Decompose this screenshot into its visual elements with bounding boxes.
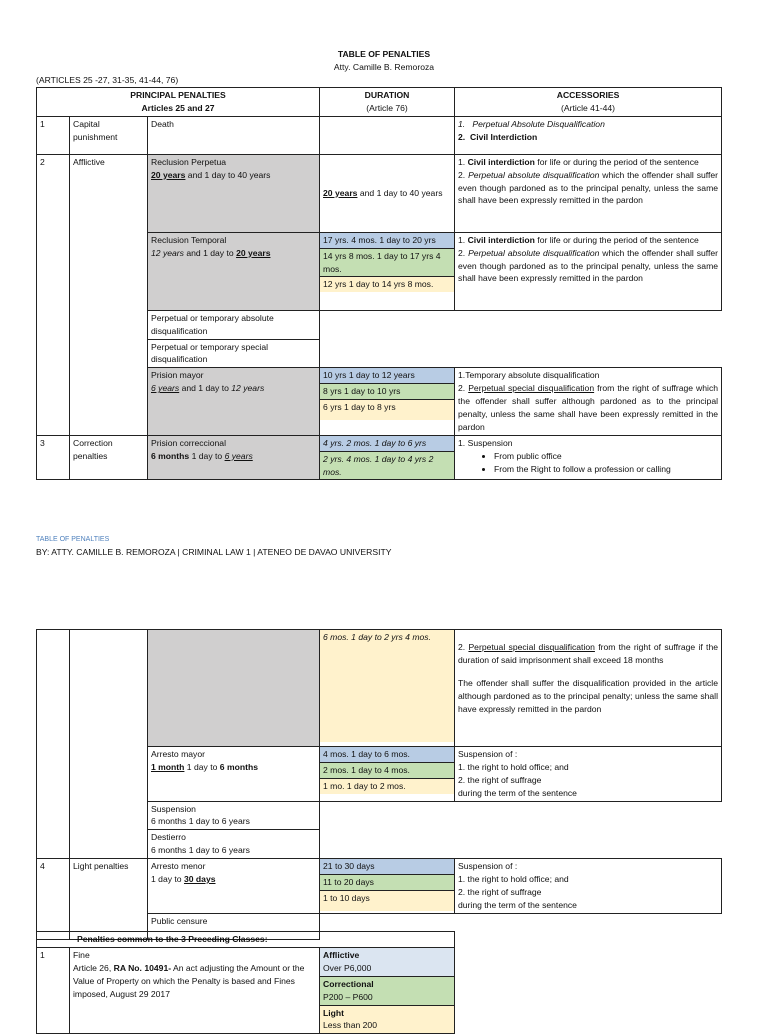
- duration-cell: [320, 859, 455, 914]
- duration-maximum: 4 mos. 1 day to 6 mos.: [320, 747, 454, 762]
- penalty-cell: Arresto menor 1 day to 30 days: [148, 859, 320, 914]
- accessories-cell: 1. Civil interdiction for life or during the period of the sentence 2. Perpetual absolute disqualification which the offender shall suffer even though pardoned as to the principal penalty, unless the same shall have been expressly remitted in the pardon: [455, 232, 722, 310]
- row-number: [37, 630, 70, 859]
- category-cell: Afflictive: [70, 154, 148, 435]
- duration-maximum: 17 yrs. 4 mos. 1 day to 20 yrs: [320, 233, 454, 248]
- common-penalties-table: [36, 931, 455, 1034]
- fine-light: Light Less than 200: [320, 1005, 454, 1034]
- doc-title: TABLE OF PENALTIES: [337, 49, 431, 59]
- table-row-prision-correccional-cont: [37, 630, 722, 747]
- duration-cell: [320, 435, 455, 480]
- duration-minimum: 6 mos. 1 day to 2 yrs 4 mos.: [320, 630, 454, 742]
- table-row-capital: [37, 116, 722, 154]
- penalties-table-page2: [36, 629, 722, 940]
- duration-header: DURATION (Article 76): [320, 88, 455, 117]
- accessories-header: ACCESSORIES (Article 41-44): [455, 88, 722, 117]
- common-header: Penalties common to the 3 Preceding Classes:: [37, 932, 455, 948]
- empty-cell: [320, 310, 722, 368]
- duration-cell: [320, 747, 455, 802]
- penalty-cell: [148, 630, 320, 747]
- duration-medium: 14 yrs 8 mos. 1 day to 17 yrs 4 mos.: [320, 248, 454, 277]
- accessories-cell: 1.Temporary absolute disqualification 2. Perpetual special disqualification from the right of suffrage which the offender shall suffer although pardoned as to the principal penalty, unless the same shall have been expressly remitted in the pardon: [455, 368, 722, 435]
- row-number: 4: [37, 859, 70, 940]
- category-cell: [70, 630, 148, 859]
- duration-medium: 11 to 20 days: [320, 874, 454, 890]
- suspension-list: [458, 450, 718, 476]
- duration-cell: [320, 630, 455, 747]
- duration-medium: 2 mos. 1 day to 4 mos.: [320, 762, 454, 778]
- accessories-cell: 1. Perpetual Absolute Disqualification 2. Civil Interdiction: [455, 116, 722, 154]
- table-header-row: [37, 88, 722, 117]
- penalty-cell: Reclusion Perpetua 20 years and 1 day to 40 years: [148, 154, 320, 232]
- duration-maximum: 4 yrs. 2 mos. 1 day to 6 yrs: [320, 436, 454, 451]
- duration-cell: [320, 232, 455, 310]
- list-item: • From the Right to follow a profession or calling: [494, 463, 718, 476]
- duration-medium: 8 yrs 1 day to 10 yrs: [320, 383, 454, 399]
- fine-amounts-cell: [320, 948, 455, 1034]
- duration-minimum: 6 yrs 1 day to 8 yrs: [320, 399, 454, 420]
- row-number: 1: [37, 948, 70, 1034]
- penalty-cell: Public censure: [148, 913, 320, 939]
- penalty-cell: Prision mayor 6 years and 1 day to 12 years: [148, 368, 320, 435]
- penalty-cell: Reclusion Temporal 12 years and 1 day to 20 years: [148, 232, 320, 310]
- principal-header: PRINCIPAL PENALTIES Articles 25 and 27: [37, 88, 320, 117]
- penalties-table-page1: [36, 87, 722, 480]
- table-row-prision-correccional: [37, 435, 722, 480]
- duration-cell: 20 years and 1 day to 40 years: [320, 154, 455, 232]
- table-row-arresto-menor: [37, 859, 722, 914]
- accessories-cell: 1. Civil interdiction for life or during the period of the sentence 2. Perpetual absolute disqualification which the offender shall suffer even though pardoned as to the principal penalty, unless the same shall have been expressly remitted in the pardon: [455, 154, 722, 232]
- common-header-row: [37, 932, 455, 948]
- penalty-cell: Perpetual or temporary absolute disqualification: [148, 310, 320, 339]
- footer-label: TABLE OF PENALTIES: [36, 536, 110, 543]
- duration-minimum: 1 to 10 days: [320, 890, 454, 911]
- row-number: 2: [37, 154, 70, 435]
- category-cell: Capital punishment: [70, 116, 148, 154]
- duration-cell: [320, 116, 455, 154]
- duration-maximum: 10 yrs 1 day to 12 years: [320, 368, 454, 383]
- duration-minimum: 12 yrs 1 day to 14 yrs 8 mos.: [320, 276, 454, 292]
- penalty-cell: Arresto mayor 1 month 1 day to 6 months: [148, 747, 320, 802]
- row-number: 1: [37, 116, 70, 154]
- table-row-reclusion-perpetua: [37, 154, 722, 232]
- duration-maximum: 21 to 30 days: [320, 859, 454, 874]
- accessories-cell: Suspension of : 1. the right to hold office; and 2. the right of suffrage during the term of the sentence: [455, 747, 722, 802]
- penalty-cell: Death: [148, 116, 320, 154]
- accessories-cell: Suspension of : 1. the right to hold office; and 2. the right of suffrage during the term of the sentence: [455, 859, 722, 914]
- accessories-cell: 2. Perpetual special disqualification from the right of suffrage if the duration of said imprisonment shall exceed 18 months The offender shall suffer the disqualification provided in the article although pardoned as to the principal penalty; unless the same shall have expressly remitted in the pardon: [455, 630, 722, 747]
- fine-correctional: Correctional P200 – P600: [320, 976, 454, 1005]
- penalty-cell: Destierro 6 months 1 day to 6 years: [148, 830, 320, 859]
- table-row-fine: [37, 948, 455, 1034]
- penalty-cell: Prision correccional 6 months 1 day to 6 years: [148, 435, 320, 480]
- fine-afflictive: Afflictive Over P6,000: [320, 948, 454, 976]
- duration-cell: [320, 368, 455, 435]
- articles-line: (ARTICLES 25 -27, 31-35, 41-44, 76): [36, 75, 179, 85]
- row-number: 3: [37, 435, 70, 480]
- fine-cell: Fine Article 26, RA No. 10491- An act adjusting the Amount or the Value of Property on which the Penalty is based and Fines imposed, August 29 2017: [70, 948, 320, 1034]
- penalty-cell: Suspension 6 months 1 day to 6 years: [148, 801, 320, 830]
- category-cell: Light penalties: [70, 859, 148, 940]
- penalty-cell: Perpetual or temporary special disqualification: [148, 339, 320, 368]
- category-cell: Correction penalties: [70, 435, 148, 480]
- doc-author: Atty. Camille B. Remoroza: [333, 62, 435, 72]
- accessories-cell: 1. Suspension • From public office • From the Right to follow a profession or calling: [455, 435, 722, 480]
- list-item: • From public office: [494, 450, 718, 463]
- duration-minimum: 1 mo. 1 day to 2 mos.: [320, 778, 454, 794]
- footer-by: BY: ATTY. CAMILLE B. REMOROZA | CRIMINAL LAW 1 | ATENEO DE DAVAO UNIVERSITY: [36, 547, 392, 557]
- duration-medium: 2 yrs. 4 mos. 1 day to 4 yrs 2 mos.: [320, 451, 454, 480]
- empty-cell: [320, 801, 722, 859]
